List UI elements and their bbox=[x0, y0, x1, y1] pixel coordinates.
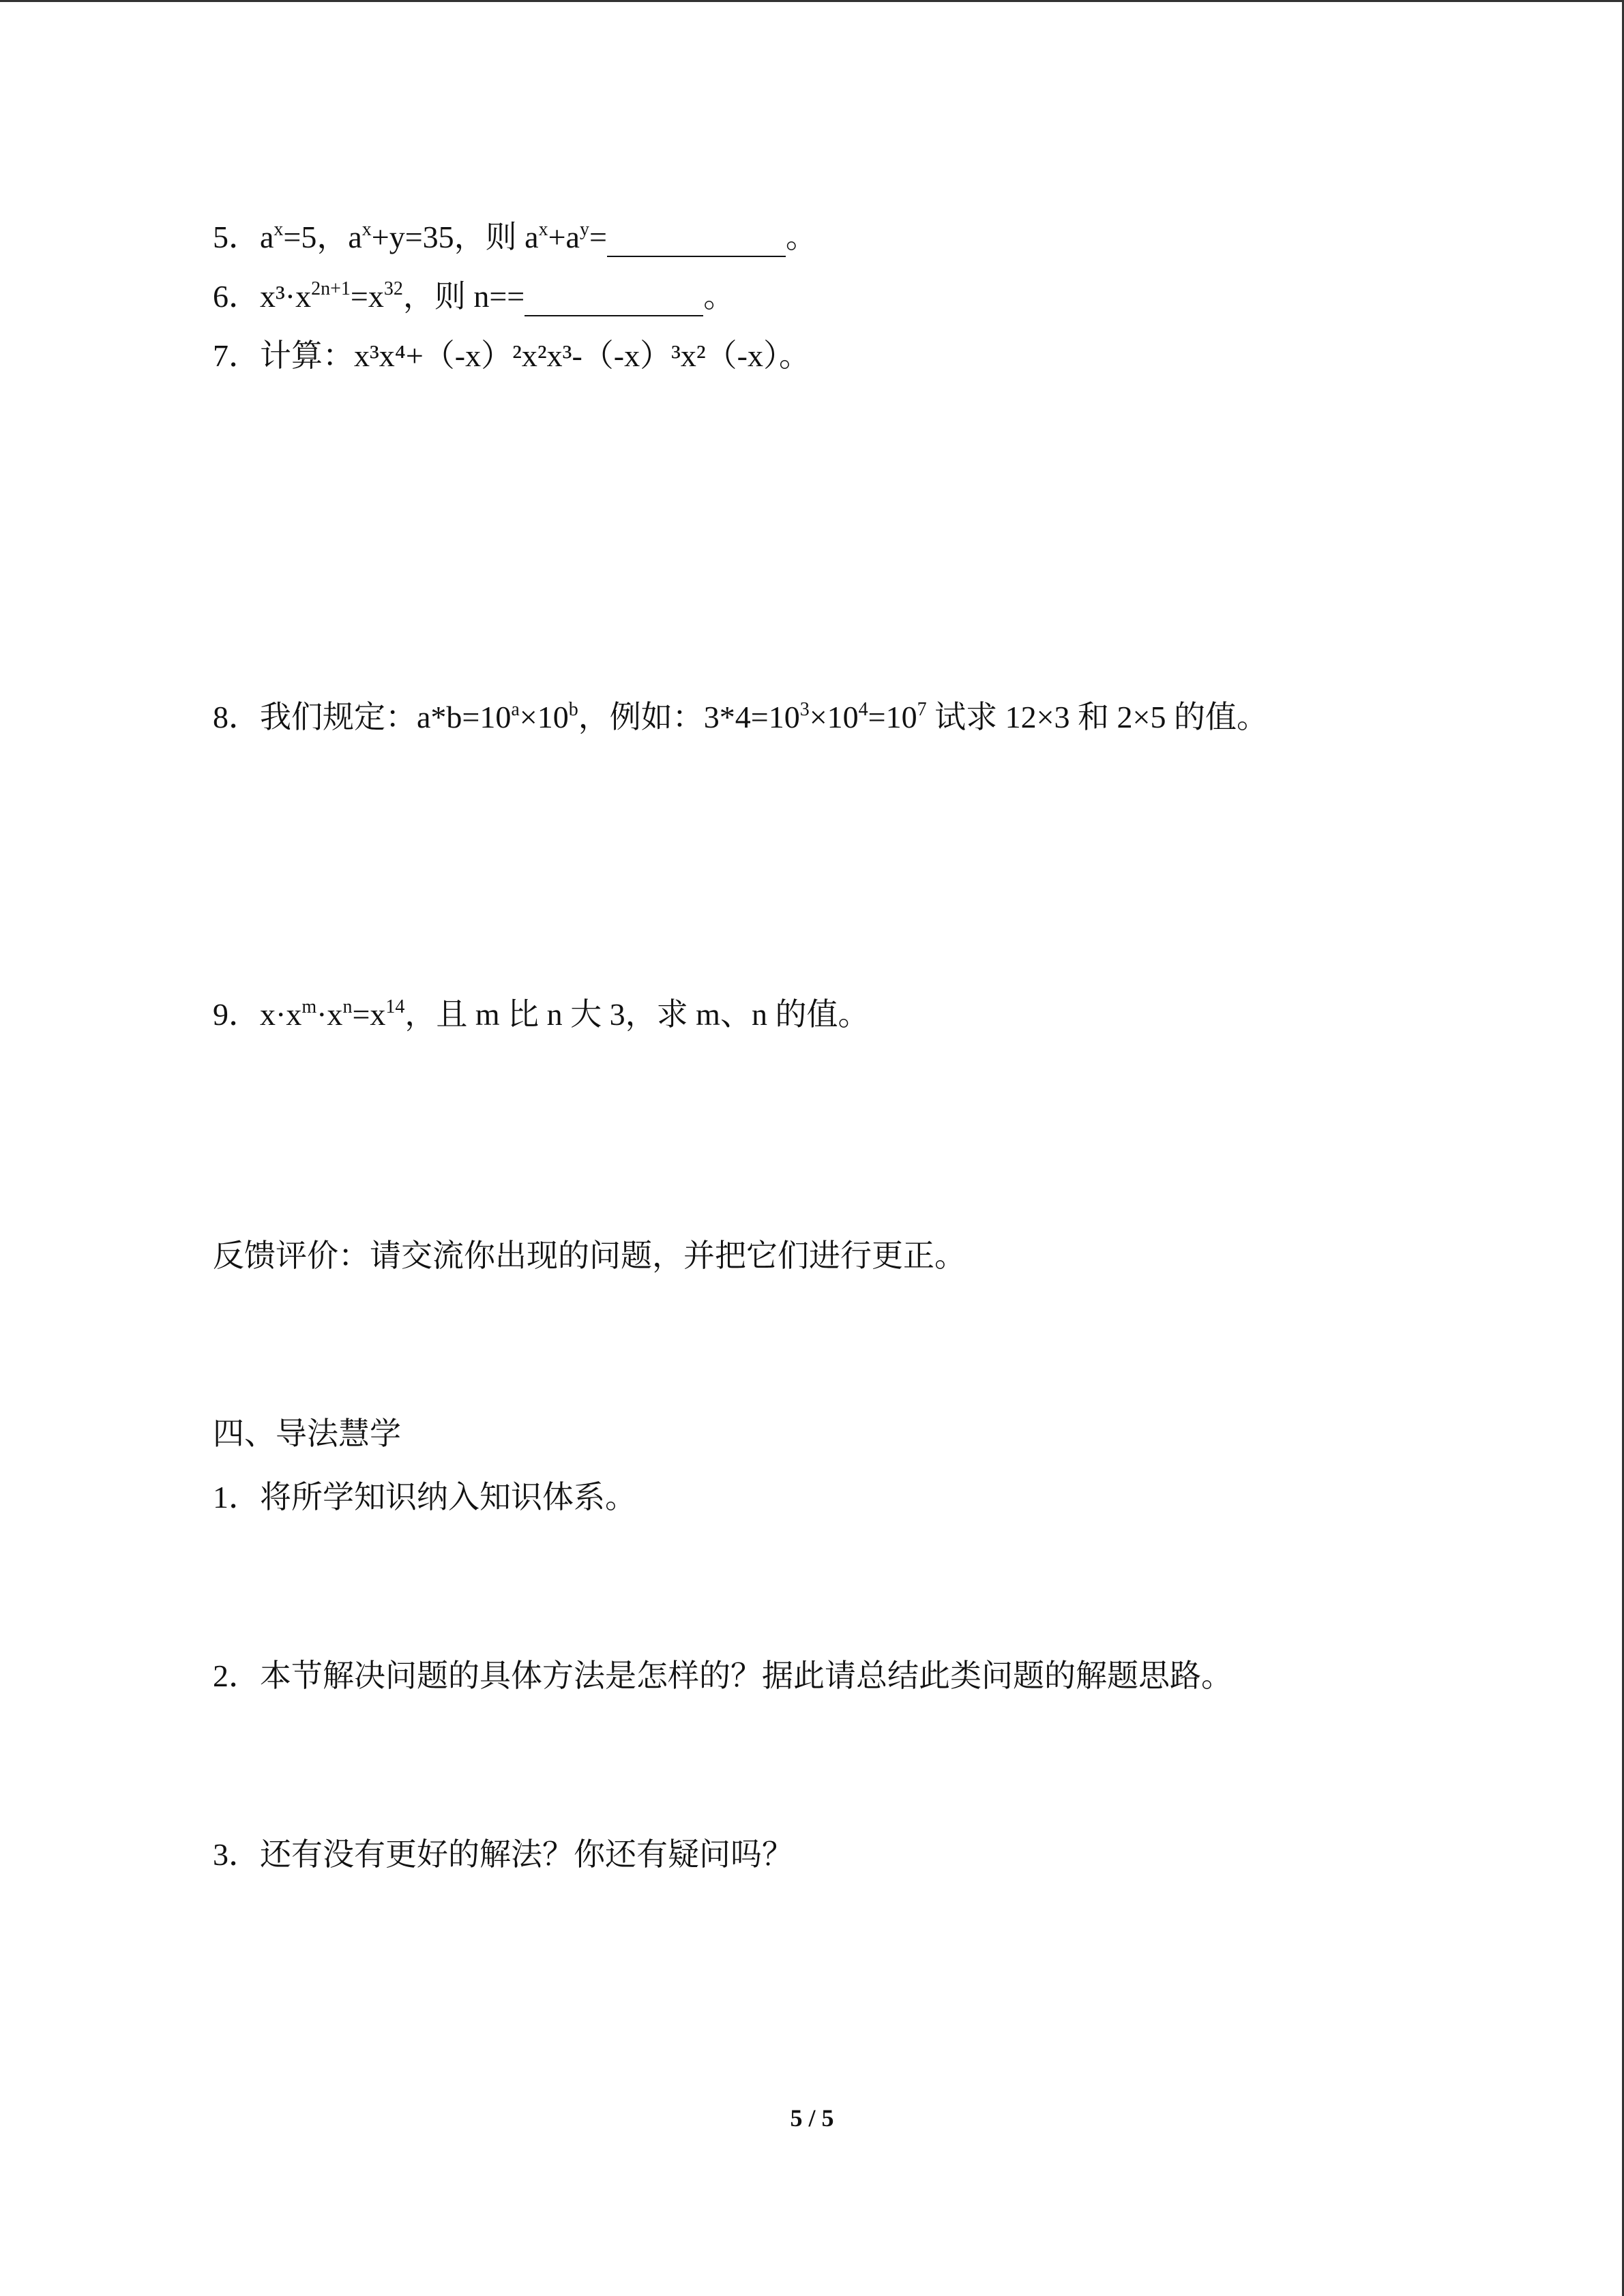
q5-exp: y bbox=[579, 219, 589, 240]
section-item-3: 3．还有没有更好的解法？你还有疑问吗？ bbox=[213, 1837, 793, 1872]
question-5 bbox=[213, 217, 817, 263]
q8-text: =10 bbox=[868, 700, 917, 734]
q9-exp: n bbox=[342, 996, 353, 1017]
q6-exp: 32 bbox=[383, 278, 403, 299]
q5-exp: x bbox=[361, 219, 372, 240]
q6-exp: 2n+1 bbox=[311, 278, 351, 299]
q9-text: ，且 m 比 n 大 3，求 m、n 的值。 bbox=[404, 997, 870, 1032]
q8-exp: 4 bbox=[858, 699, 868, 720]
question-6-number: 6． bbox=[213, 279, 260, 314]
q8-text: ×10 bbox=[519, 700, 569, 734]
q8-exp: 3 bbox=[799, 699, 810, 720]
q9-exp: 14 bbox=[385, 996, 405, 1017]
q6-text: x³·x bbox=[260, 279, 312, 314]
q9-text: ·x bbox=[316, 997, 343, 1032]
answer-blank[interactable] bbox=[607, 226, 786, 257]
page-number: 5 / 5 bbox=[790, 2104, 834, 2132]
q8-text: 8．我们规定：a*b=10 bbox=[213, 700, 512, 734]
q6-text: ，则 n== bbox=[402, 279, 525, 314]
section-heading: 四、导法慧学 bbox=[213, 1416, 401, 1451]
q5-text: +a bbox=[548, 220, 580, 254]
q6-text: 。 bbox=[703, 279, 735, 314]
feedback-text: 反馈评价：请交流你出现的问题，并把它们进行更正。 bbox=[213, 1238, 966, 1273]
q8-text: ×10 bbox=[809, 700, 859, 734]
q9-text: 9．x·x bbox=[213, 997, 302, 1032]
q8-text: ，例如：3*4=10 bbox=[578, 700, 800, 734]
q6-text: =x bbox=[350, 279, 384, 314]
q5-exp: x bbox=[274, 219, 284, 240]
q5-text: = bbox=[589, 220, 607, 254]
question-9 bbox=[213, 994, 869, 1040]
question-5-number: 5． bbox=[213, 220, 260, 254]
section-item-1: 1．将所学知识纳入知识体系。 bbox=[213, 1480, 636, 1515]
q8-exp: b bbox=[568, 699, 578, 720]
q8-exp: 7 bbox=[917, 699, 927, 720]
q8-exp: a bbox=[511, 699, 520, 720]
answer-blank[interactable] bbox=[525, 285, 703, 316]
q8-text: 试求 12×3 和 2×5 的值。 bbox=[926, 700, 1268, 734]
question-6 bbox=[213, 276, 735, 322]
q5-text: +y=35，则 a bbox=[371, 220, 539, 254]
q5-text: a bbox=[260, 220, 274, 254]
q5-text: =5，a bbox=[283, 220, 362, 254]
page-top-border bbox=[0, 0, 1624, 2]
q9-text: =x bbox=[352, 997, 386, 1032]
q5-text: 。 bbox=[785, 220, 817, 254]
section-item-2: 2．本节解决问题的具体方法是怎样的？据此请总结此类问题的解题思路。 bbox=[213, 1658, 1232, 1693]
q5-exp: x bbox=[538, 219, 548, 240]
question-8 bbox=[213, 697, 1268, 743]
q9-exp: m bbox=[301, 996, 317, 1017]
question-7: 7．计算：x³x⁴+（-x）²x²x³-（-x）³x²（-x）。 bbox=[213, 338, 810, 373]
